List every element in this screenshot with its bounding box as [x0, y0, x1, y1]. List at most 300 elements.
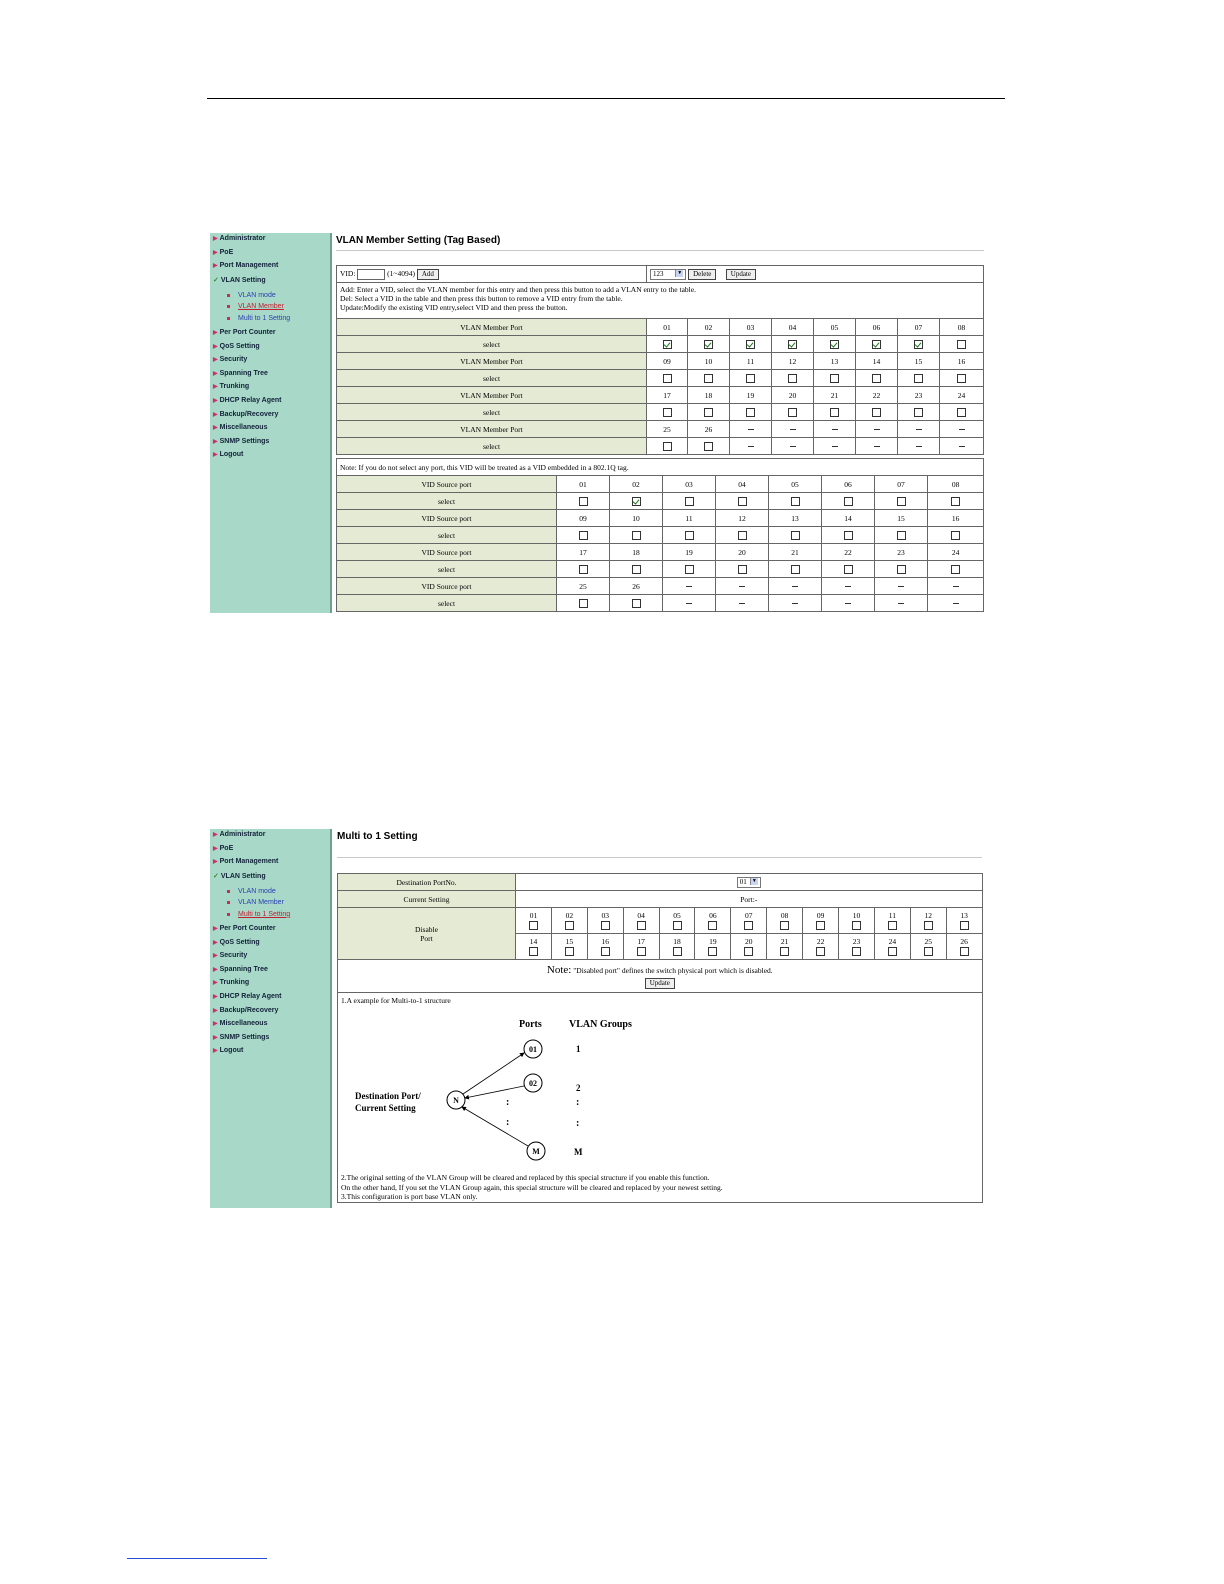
update-button[interactable]: Update: [645, 978, 675, 989]
port-number: 18: [688, 387, 730, 404]
disable-port-checkbox[interactable]: [708, 921, 717, 930]
delete-button[interactable]: Delete: [688, 269, 716, 280]
sidebar-subitem-vlan-member[interactable]: [227, 303, 284, 310]
member-checkbox[interactable]: [746, 340, 755, 349]
port-number: 07: [898, 319, 940, 336]
member-checkbox[interactable]: [704, 442, 713, 451]
vid-select-value: 123: [653, 269, 664, 278]
member-port-row: [337, 387, 984, 404]
disable-port-checkbox[interactable]: [601, 921, 610, 930]
footnote-3: 3.This configuration is port base VLAN only.: [341, 1192, 478, 1201]
port-node-02-label: 02: [529, 1079, 537, 1088]
sidebar-item-backup-recovery[interactable]: [213, 411, 278, 418]
disable-port-checkbox[interactable]: [888, 921, 897, 930]
source-port-label: VID Source port: [337, 544, 557, 561]
port-number: 08: [780, 911, 789, 921]
select-label: select: [337, 370, 647, 387]
sidebar-item-label: Security: [219, 356, 248, 364]
member-checkbox[interactable]: [788, 340, 797, 349]
source-checkbox[interactable]: [844, 565, 853, 574]
dest-port-select[interactable]: [737, 877, 761, 888]
source-checkbox[interactable]: [685, 497, 694, 506]
port-number: 04: [716, 476, 769, 493]
port-number: 10: [610, 510, 663, 527]
port-number: 25: [924, 937, 932, 947]
port-number: 05: [673, 911, 681, 921]
sidebar-subitem-multi-to-1-setting[interactable]: [227, 911, 290, 918]
sidebar-item-administrator[interactable]: [213, 235, 266, 242]
dest-port-caption-2: Current Setting: [355, 1103, 416, 1113]
sidebar-item-per-port-counter[interactable]: [213, 329, 276, 336]
select-label: select: [337, 527, 557, 544]
port-number: 18: [673, 937, 681, 947]
source-checkbox[interactable]: [791, 565, 800, 574]
disable-port-checkbox[interactable]: [565, 921, 574, 930]
disable-port-checkbox[interactable]: [780, 921, 789, 930]
empty-dash: [898, 586, 904, 587]
source-checkbox[interactable]: [897, 565, 906, 574]
port-number: 13: [814, 353, 856, 370]
sidebar-item-trunking[interactable]: [213, 979, 249, 986]
triangle-right-icon: ▶: [213, 249, 218, 256]
triangle-right-icon: ▶: [213, 236, 218, 242]
port-number: 09: [557, 510, 610, 527]
port-number: 16: [601, 937, 609, 947]
member-checkbox[interactable]: [788, 408, 797, 417]
member-checkbox[interactable]: [957, 340, 966, 349]
select-label: select: [337, 595, 557, 612]
triangle-right-icon: ▶: [213, 966, 218, 973]
port-number: 13: [769, 510, 822, 527]
update-button[interactable]: Update: [726, 269, 756, 280]
sidebar-item-label: Port Management: [219, 858, 279, 866]
triangle-right-icon: ▶: [213, 397, 218, 404]
sidebar-subitem-label: Multi to 1 Setting: [238, 910, 291, 918]
select-label: select: [337, 438, 647, 455]
port-number: 12: [772, 353, 814, 370]
port-number: 19: [663, 544, 716, 561]
source-checkbox[interactable]: [897, 531, 906, 540]
member-checkbox[interactable]: [704, 408, 713, 417]
sidebar-item-label: Miscellaneous: [219, 424, 268, 432]
disable-port-checkbox[interactable]: [637, 921, 646, 930]
sidebar-item-label: Logout: [219, 1047, 244, 1055]
member-checkbox[interactable]: [788, 374, 797, 383]
port-number: 24: [940, 387, 984, 404]
sidebar-item-label: Per Port Counter: [219, 924, 276, 932]
sidebar-item-security[interactable]: [213, 356, 247, 363]
footnotes: [341, 1173, 723, 1202]
port-number: 22: [816, 937, 825, 947]
bullet-icon: [227, 317, 230, 320]
sidebar-subitem-label: VLAN Member: [238, 303, 284, 311]
source-checkbox[interactable]: [632, 497, 641, 506]
member-checkbox[interactable]: [914, 340, 923, 349]
sidebar-subitem-vlan-member[interactable]: [227, 899, 284, 906]
sidebar-item-label: Administrator: [219, 831, 266, 838]
port-number: 07: [745, 911, 753, 921]
source-port-label: VID Source port: [337, 510, 557, 527]
footnote-2: On the other hand, If you set the VLAN Group again, this special structure will be cleared and replaced by your newest setting.: [341, 1182, 723, 1192]
port-number: 06: [709, 911, 717, 921]
sidebar-item-qos-setting[interactable]: [213, 343, 260, 350]
disable-port-checkbox[interactable]: [744, 921, 753, 930]
sidebar-menu: [210, 829, 332, 1208]
source-checkbox[interactable]: [844, 497, 853, 506]
port-number: 04: [772, 319, 814, 336]
port-number: 15: [898, 353, 940, 370]
sidebar-item-dhcp-relay-agent[interactable]: [213, 993, 281, 1000]
port-number: 14: [822, 510, 875, 527]
title-divider: [337, 857, 982, 858]
sidebar-item-label: QoS Setting: [219, 938, 260, 946]
member-select-row: [337, 370, 984, 387]
source-checkbox[interactable]: [791, 497, 800, 506]
empty-dash: [739, 603, 745, 604]
multi-to-one-screenshot: [210, 829, 985, 1209]
port-number: 21: [814, 387, 856, 404]
sidebar-item-label: PoE: [219, 248, 234, 256]
sidebar-subitem-label: VLAN Member: [238, 899, 284, 907]
note-text: "Disabled port" defines the switch physical port which is disabled.: [573, 965, 773, 975]
empty-dash: [953, 603, 959, 604]
vlan-groups-header: VLAN Groups: [569, 1019, 632, 1030]
port-number: 21: [780, 937, 789, 947]
arrow-02-n: [465, 1086, 524, 1098]
sidebar-item-per-port-counter[interactable]: [213, 925, 276, 932]
port-number: 20: [772, 387, 814, 404]
sidebar-item-administrator[interactable]: [213, 831, 266, 838]
source-checkbox[interactable]: [951, 531, 960, 540]
source-checkbox[interactable]: [579, 565, 588, 574]
port-number: [730, 421, 772, 438]
member-checkbox[interactable]: [957, 374, 966, 383]
center-node-label: N: [453, 1096, 459, 1105]
source-checkbox[interactable]: [951, 565, 960, 574]
port-number: [769, 578, 822, 595]
member-checkbox[interactable]: [746, 374, 755, 383]
member-checkbox[interactable]: [914, 408, 923, 417]
sidebar-item-label: Miscellaneous: [219, 1020, 268, 1028]
note-text: Note: If you do not select any port, this VID will be treated as a VID embedded in a 802.1Q tag.: [337, 459, 984, 476]
source-select-row: [337, 595, 984, 612]
port-number: 02: [688, 319, 730, 336]
triangle-right-icon: ▶: [213, 832, 218, 838]
vid-range-label: (1~4094): [387, 268, 415, 278]
sidebar-item-label: VLAN Setting: [220, 276, 266, 284]
sidebar-subitem-vlan-mode[interactable]: [227, 292, 276, 299]
source-checkbox[interactable]: [632, 599, 641, 608]
triangle-right-icon: ▶: [213, 953, 218, 960]
disable-port-checkbox[interactable]: [960, 947, 969, 956]
port-number: 16: [928, 510, 984, 527]
member-checkbox[interactable]: [830, 374, 839, 383]
sidebar-item-label: SNMP Settings: [219, 437, 270, 445]
triangle-right-icon: ▶: [213, 411, 218, 418]
disable-port-checkbox[interactable]: [673, 947, 682, 956]
sidebar-item-port-management[interactable]: [213, 262, 278, 269]
empty-dash: [959, 446, 965, 447]
triangle-right-icon: ▶: [213, 370, 218, 377]
disable-port-checkbox[interactable]: [637, 947, 646, 956]
source-checkbox[interactable]: [951, 497, 960, 506]
port-number: [822, 578, 875, 595]
port-number: 15: [875, 510, 928, 527]
port-number: [940, 421, 984, 438]
member-checkbox[interactable]: [704, 374, 713, 383]
help-text: [337, 283, 984, 319]
multi-to-one-table: [337, 873, 983, 1203]
member-checkbox[interactable]: [914, 374, 923, 383]
page-title: VLAN Member Setting (Tag Based): [336, 235, 501, 246]
disable-label-line2: Port: [420, 933, 433, 943]
port-number: 05: [814, 319, 856, 336]
group-1: 1: [576, 1044, 581, 1054]
example-title: 1.A example for Multi-to-1 structure: [341, 996, 451, 1005]
member-port-row: [337, 421, 984, 438]
sidebar-item-spanning-tree[interactable]: [213, 370, 268, 377]
disable-port-checkbox[interactable]: [780, 947, 789, 956]
sidebar-menu: [210, 233, 332, 613]
sidebar-item-label: Logout: [219, 451, 244, 459]
sidebar-item-backup-recovery[interactable]: [213, 1007, 278, 1014]
source-checkbox[interactable]: [738, 565, 747, 574]
disable-port-checkbox[interactable]: [888, 947, 897, 956]
empty-dash: [916, 429, 922, 430]
triangle-right-icon: ▶: [213, 859, 218, 866]
select-label: select: [337, 336, 647, 353]
port-node-m-label: M: [532, 1147, 540, 1156]
sidebar-item-logout[interactable]: [213, 451, 243, 458]
member-checkbox[interactable]: [872, 408, 881, 417]
member-select-row: [337, 336, 984, 353]
source-checkbox[interactable]: [579, 497, 588, 506]
triangle-right-icon: ▶: [213, 438, 218, 445]
empty-dash: [790, 429, 796, 430]
port-number: 23: [875, 544, 928, 561]
disable-port-checkbox[interactable]: [708, 947, 717, 956]
port-number: 13: [960, 911, 968, 921]
arrow-m-n: [462, 1107, 528, 1146]
source-select-row: [337, 561, 984, 578]
port-number: 03: [601, 911, 609, 921]
port-number: 23: [852, 937, 861, 947]
member-checkbox[interactable]: [830, 408, 839, 417]
source-checkbox[interactable]: [738, 497, 747, 506]
disable-port-checkbox[interactable]: [924, 947, 933, 956]
empty-dash: [832, 446, 838, 447]
sidebar-item-miscellaneous[interactable]: [213, 424, 267, 431]
member-checkbox[interactable]: [830, 340, 839, 349]
disable-port-checkbox[interactable]: [601, 947, 610, 956]
bullet-icon: [227, 913, 230, 916]
source-checkbox[interactable]: [738, 531, 747, 540]
port-number: 18: [610, 544, 663, 561]
member-port-row: [337, 319, 984, 336]
member-select-row: [337, 404, 984, 421]
disable-port-checkbox[interactable]: [852, 947, 861, 956]
member-select-row: [337, 438, 984, 455]
disable-port-checkbox[interactable]: [852, 921, 861, 930]
triangle-right-icon: ▶: [213, 384, 218, 391]
member-checkbox[interactable]: [663, 408, 672, 417]
sidebar-item-poe[interactable]: [213, 845, 233, 852]
sidebar-item-logout[interactable]: [213, 1047, 243, 1054]
sidebar-subitem-multi-to-1-setting[interactable]: [227, 315, 290, 322]
add-button[interactable]: Add: [417, 269, 439, 280]
triangle-right-icon: ▶: [213, 329, 218, 336]
source-checkbox[interactable]: [791, 531, 800, 540]
port-number: 11: [730, 353, 772, 370]
port-number: 22: [856, 387, 898, 404]
sidebar-item-vlan-setting[interactable]: [213, 276, 266, 284]
disable-port-checkbox[interactable]: [924, 921, 933, 930]
port-number: 01: [557, 476, 610, 493]
sidebar-subitem-label: VLAN mode: [238, 887, 276, 895]
sidebar-item-snmp-settings[interactable]: [213, 1034, 269, 1041]
port-number: 14: [529, 937, 538, 947]
sidebar-item-label: Per Port Counter: [219, 328, 276, 336]
sidebar-item-label: Trunking: [219, 383, 250, 391]
empty-dash: [790, 446, 796, 447]
port-number: 08: [928, 476, 984, 493]
sidebar-item-vlan-setting[interactable]: [213, 872, 266, 880]
member-port-label: VLAN Member Port: [337, 353, 647, 370]
empty-dash: [898, 603, 904, 604]
sidebar-item-label: VLAN Setting: [220, 872, 266, 880]
port-number: 10: [852, 911, 861, 921]
port-number: 09: [647, 353, 688, 370]
select-label: select: [337, 493, 557, 510]
vid-label: VID:: [340, 268, 356, 278]
sidebar-item-security[interactable]: [213, 952, 247, 959]
source-checkbox[interactable]: [685, 531, 694, 540]
disable-port-checkbox[interactable]: [529, 921, 538, 930]
triangle-right-icon: ▶: [213, 1048, 218, 1055]
port-number: 04: [637, 911, 645, 921]
empty-dash: [874, 429, 880, 430]
member-checkbox[interactable]: [746, 408, 755, 417]
source-checkbox[interactable]: [632, 565, 641, 574]
sidebar-item-spanning-tree[interactable]: [213, 966, 268, 973]
sidebar-item-label: Backup/Recovery: [219, 1006, 279, 1014]
port-number: 10: [688, 353, 730, 370]
source-port-row: [337, 510, 984, 527]
ports-dots-1: :: [506, 1097, 510, 1108]
disable-port-checkbox[interactable]: [529, 947, 538, 956]
sidebar-item-label: Trunking: [219, 979, 250, 987]
sidebar-item-miscellaneous[interactable]: [213, 1020, 267, 1027]
member-checkbox[interactable]: [663, 374, 672, 383]
source-port-row: [337, 544, 984, 561]
source-port-row: [337, 476, 984, 493]
disable-port-checkbox[interactable]: [816, 921, 825, 930]
disable-port-checkbox[interactable]: [744, 947, 753, 956]
source-select-row: [337, 527, 984, 544]
sidebar-item-port-management[interactable]: [213, 858, 278, 865]
source-checkbox[interactable]: [897, 497, 906, 506]
disable-label-line1: Disable: [415, 924, 438, 934]
port-number: 25: [557, 578, 610, 595]
source-checkbox[interactable]: [632, 531, 641, 540]
vid-input[interactable]: [357, 269, 385, 280]
sidebar-item-label: QoS Setting: [219, 342, 260, 350]
member-port-row: [337, 353, 984, 370]
group-dots-1: :: [576, 1097, 580, 1108]
member-port-label: VLAN Member Port: [337, 319, 647, 336]
sidebar-subitem-vlan-mode[interactable]: [227, 888, 276, 895]
port-number: 19: [730, 387, 772, 404]
port-number: 03: [663, 476, 716, 493]
source-checkbox[interactable]: [579, 599, 588, 608]
footer-link-underline: [127, 1558, 267, 1559]
disable-port-checkbox[interactable]: [960, 921, 969, 930]
sidebar-item-label: Spanning Tree: [219, 965, 268, 973]
triangle-right-icon: ▶: [213, 1034, 218, 1041]
sidebar-item-label: Backup/Recovery: [219, 410, 279, 418]
port-number: 17: [647, 387, 688, 404]
port-number: 24: [928, 544, 984, 561]
source-checkbox[interactable]: [844, 531, 853, 540]
disable-port-label: [338, 908, 516, 960]
port-number: 06: [822, 476, 875, 493]
member-checkbox[interactable]: [872, 340, 881, 349]
port-number: [716, 578, 769, 595]
port-number: 17: [637, 937, 645, 947]
disable-port-row: [338, 908, 983, 934]
member-checkbox[interactable]: [872, 374, 881, 383]
port-number: 09: [816, 911, 825, 921]
port-number: 11: [888, 911, 896, 921]
port-number: 02: [565, 911, 574, 921]
group-2: 2: [576, 1083, 581, 1093]
sidebar-item-label: Administrator: [219, 235, 266, 242]
empty-dash: [953, 586, 959, 587]
source-checkbox[interactable]: [685, 565, 694, 574]
sidebar-item-qos-setting[interactable]: [213, 939, 260, 946]
port-number: 19: [709, 937, 717, 947]
empty-dash: [916, 446, 922, 447]
port-number: [928, 578, 984, 595]
port-number: 08: [940, 319, 984, 336]
member-checkbox[interactable]: [957, 408, 966, 417]
triangle-right-icon: ▶: [213, 1007, 218, 1014]
port-number: 25: [647, 421, 688, 438]
disable-port-checkbox[interactable]: [673, 921, 682, 930]
vlan-member-table: [336, 265, 984, 455]
group-m: M: [574, 1147, 583, 1157]
title-divider: [336, 250, 984, 251]
sidebar-item-trunking[interactable]: [213, 383, 249, 390]
source-checkbox[interactable]: [579, 531, 588, 540]
vid-select[interactable]: [650, 269, 686, 280]
port-number: 21: [769, 544, 822, 561]
sidebar-item-snmp-settings[interactable]: [213, 438, 269, 445]
sidebar-item-dhcp-relay-agent[interactable]: [213, 397, 281, 404]
source-port-label: VID Source port: [337, 476, 557, 493]
sidebar-item-poe[interactable]: [213, 249, 233, 256]
port-number: 01: [529, 911, 538, 921]
disable-port-checkbox[interactable]: [565, 947, 574, 956]
port-number: 03: [730, 319, 772, 336]
page-header-rule: [207, 98, 1005, 99]
member-checkbox[interactable]: [663, 442, 672, 451]
member-checkbox[interactable]: [663, 340, 672, 349]
port-number: 16: [940, 353, 984, 370]
member-checkbox[interactable]: [704, 340, 713, 349]
disable-port-checkbox[interactable]: [816, 947, 825, 956]
source-port-label: VID Source port: [337, 578, 557, 595]
